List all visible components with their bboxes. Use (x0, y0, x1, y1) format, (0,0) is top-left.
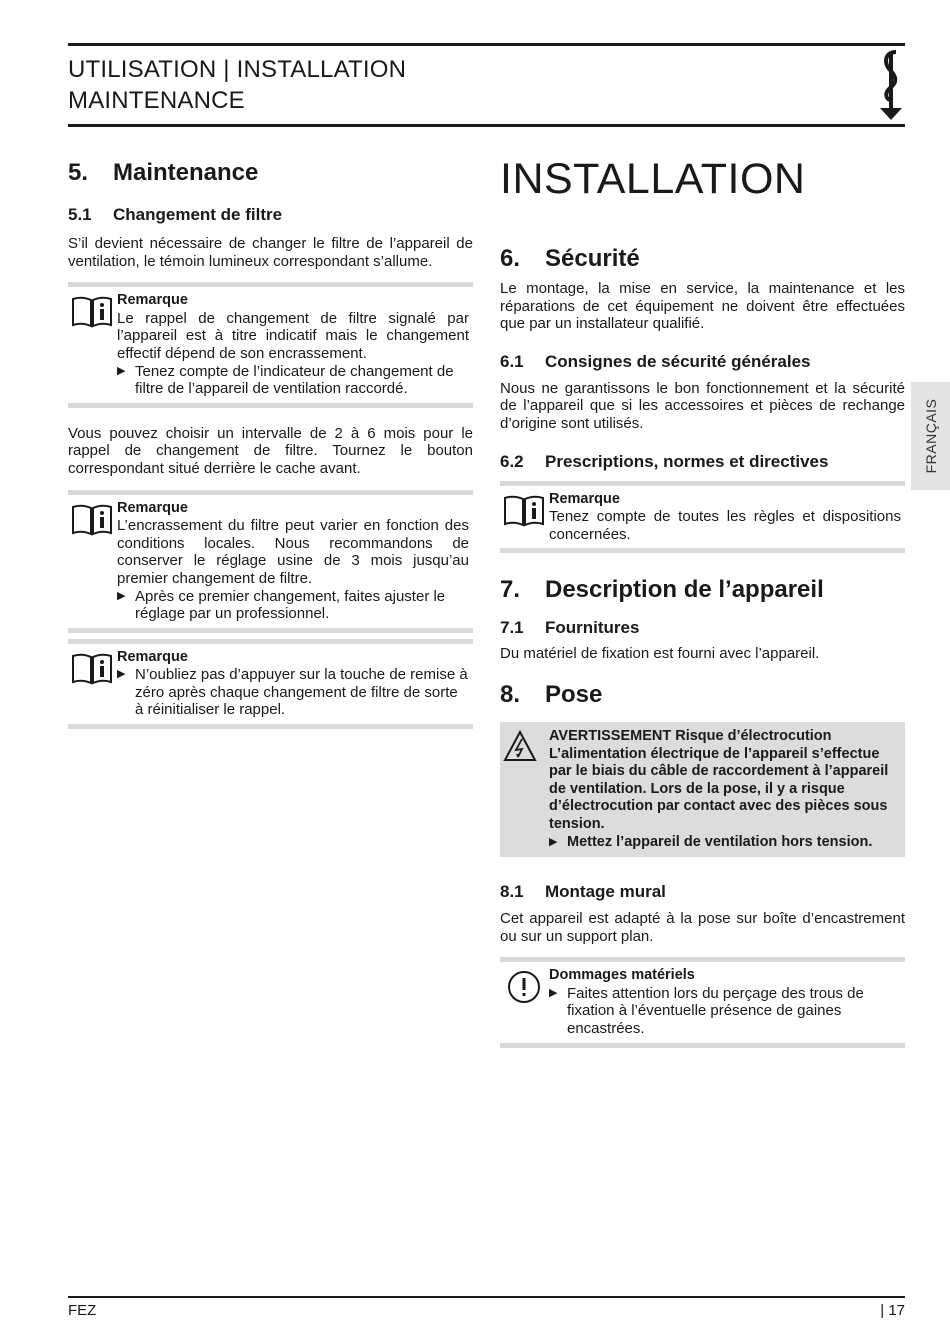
info-book-icon (70, 295, 114, 329)
bullet-text: Mettez l’appareil de ventilation hors tension. (567, 833, 873, 850)
note-box (68, 639, 473, 729)
section-number: 7. (500, 576, 521, 604)
section-7-heading (500, 575, 905, 605)
electric-warning-icon (503, 730, 537, 762)
section-title: Sécurité (545, 245, 640, 272)
language-side-tab (911, 382, 950, 490)
footer-model: FEZ (68, 1302, 97, 1319)
page-header-title (68, 54, 406, 116)
note-bullet (117, 588, 469, 623)
stiebel-logo-icon (876, 48, 906, 124)
note-box (68, 490, 473, 633)
section-title: Maintenance (113, 159, 259, 186)
section-6-1-heading (500, 351, 905, 373)
installation-title: INSTALLATION (500, 155, 806, 203)
section-title: Description de l’appareil (545, 576, 824, 604)
section-6-2-heading (500, 451, 905, 473)
section-number: 5. (68, 159, 89, 186)
section-number: 6.2 (500, 451, 524, 471)
triangle-right-icon: ▶ (549, 986, 558, 999)
note-box (68, 282, 473, 408)
header-bottom-rule (68, 124, 905, 127)
paragraph: Le montage, la mise en service, la maintenance et les réparations de cet équipement ne doivent être effectuées que par un installateur qualifié. (500, 280, 905, 333)
paragraph: Nous ne garantissons le bon fonctionnement et la sécurité de l’appareil que si les accessoires et pièces de rechange d’origine sont utilisés. (500, 379, 905, 432)
section-8-heading (500, 680, 905, 710)
note-title: Remarque (117, 499, 188, 516)
section-number: 7.1 (500, 618, 524, 638)
section-number: 8.1 (500, 882, 524, 902)
note-title: Remarque (117, 648, 188, 665)
footer-rule (68, 1296, 905, 1298)
left-column (68, 158, 473, 729)
note-bullet (549, 985, 901, 1038)
triangle-right-icon: ▶ (117, 364, 126, 377)
page-number: | 17 (880, 1302, 905, 1319)
header-top-rule (68, 43, 905, 46)
section-number: 6.1 (500, 351, 524, 371)
note-box (500, 481, 905, 554)
note-title: Remarque (549, 490, 620, 507)
note-body: L’encrassement du filtre peut varier en fonction des conditions locales. Nous recommandons de conserver le réglage usine de 3 mois jusqu’au premier changement de filtre. (117, 517, 469, 587)
section-5-heading (68, 158, 473, 188)
section-7-1-heading (500, 617, 905, 639)
section-5-1-heading (68, 204, 473, 226)
info-book-icon (70, 503, 114, 537)
section-title: Pose (545, 680, 603, 708)
header-title-line1: UTILISATION | INSTALLATION (68, 56, 407, 83)
section-title: Fournitures (545, 618, 640, 638)
bullet-text: Après ce premier changement, faites ajuster le réglage par un professionnel. (135, 587, 446, 623)
exclamation-circle-icon (502, 970, 546, 1004)
triangle-right-icon: ▶ (117, 668, 126, 681)
warning-bullet (549, 834, 901, 852)
triangle-right-icon: ▶ (117, 589, 126, 602)
section-8-1-heading (500, 881, 905, 903)
paragraph: S’il devient nécessaire de changer le filtre de l’appareil de ventilation, le témoin lumineux correspondant s’allume. (68, 235, 473, 270)
note-bullet (117, 363, 469, 398)
section-number: 6. (500, 245, 521, 272)
warning-title: AVERTISSEMENT Risque d’électrocution (549, 727, 832, 744)
warning-box (500, 722, 905, 857)
paragraph: Vous pouvez choisir un intervalle de 2 à 6 mois pour le rappel de changement de filtre. Tournez le bouton correspondant situé derrière le cache avant. (68, 424, 473, 477)
note-title: Dommages matériels (549, 967, 695, 984)
bullet-text: Faites attention lors du perçage des trous de fixation à l’éventuelle présence de gaines encastrées. (567, 984, 864, 1038)
section-title: Montage mural (545, 882, 666, 902)
section-title: Consignes de sécurité générales (545, 351, 811, 371)
section-title: Changement de filtre (113, 205, 283, 224)
paragraph: Cet appareil est adapté à la pose sur boîte d’encastrement ou sur un support plan. (500, 910, 905, 945)
note-title: Remarque (117, 292, 188, 309)
section-number: 5.1 (68, 205, 92, 224)
section-title: Prescriptions, normes et directives (545, 451, 829, 471)
bullet-text: Tenez compte de l’indicateur de changement de filtre de l’appareil de ventilation raccordé. (135, 362, 454, 398)
bullet-text: N’oubliez pas d’appuyer sur la touche de remise à zéro après chaque changement de filtre de sorte à réinitialiser le rappel. (135, 666, 468, 719)
header-title-line2: MAINTENANCE (68, 87, 245, 114)
right-column (500, 152, 905, 1048)
note-body: Le rappel de changement de filtre signalé par l’appareil est à titre indicatif mais le changement effectif dépend de son encrassement. (117, 309, 469, 362)
paragraph: Du matériel de fixation est fourni avec l’appareil. (500, 645, 820, 663)
note-bullet (117, 666, 469, 719)
section-number: 8. (500, 680, 521, 708)
info-book-icon (502, 494, 546, 528)
warning-body: L’alimentation électrique de l’appareil s’effectue par le biais du câble de raccordement à l’appareil de ventilation. Lors de la pose, il y a risque d’électrocution par contact avec des pièces sous tension. (549, 745, 889, 832)
triangle-right-icon: ▶ (549, 835, 558, 848)
language-label: FRANÇAIS (922, 398, 939, 474)
note-body: Tenez compte de toutes les règles et dispositions concernées. (549, 508, 901, 543)
damage-note-box (500, 957, 905, 1047)
section-6-heading (500, 244, 905, 274)
info-book-icon (70, 652, 114, 686)
